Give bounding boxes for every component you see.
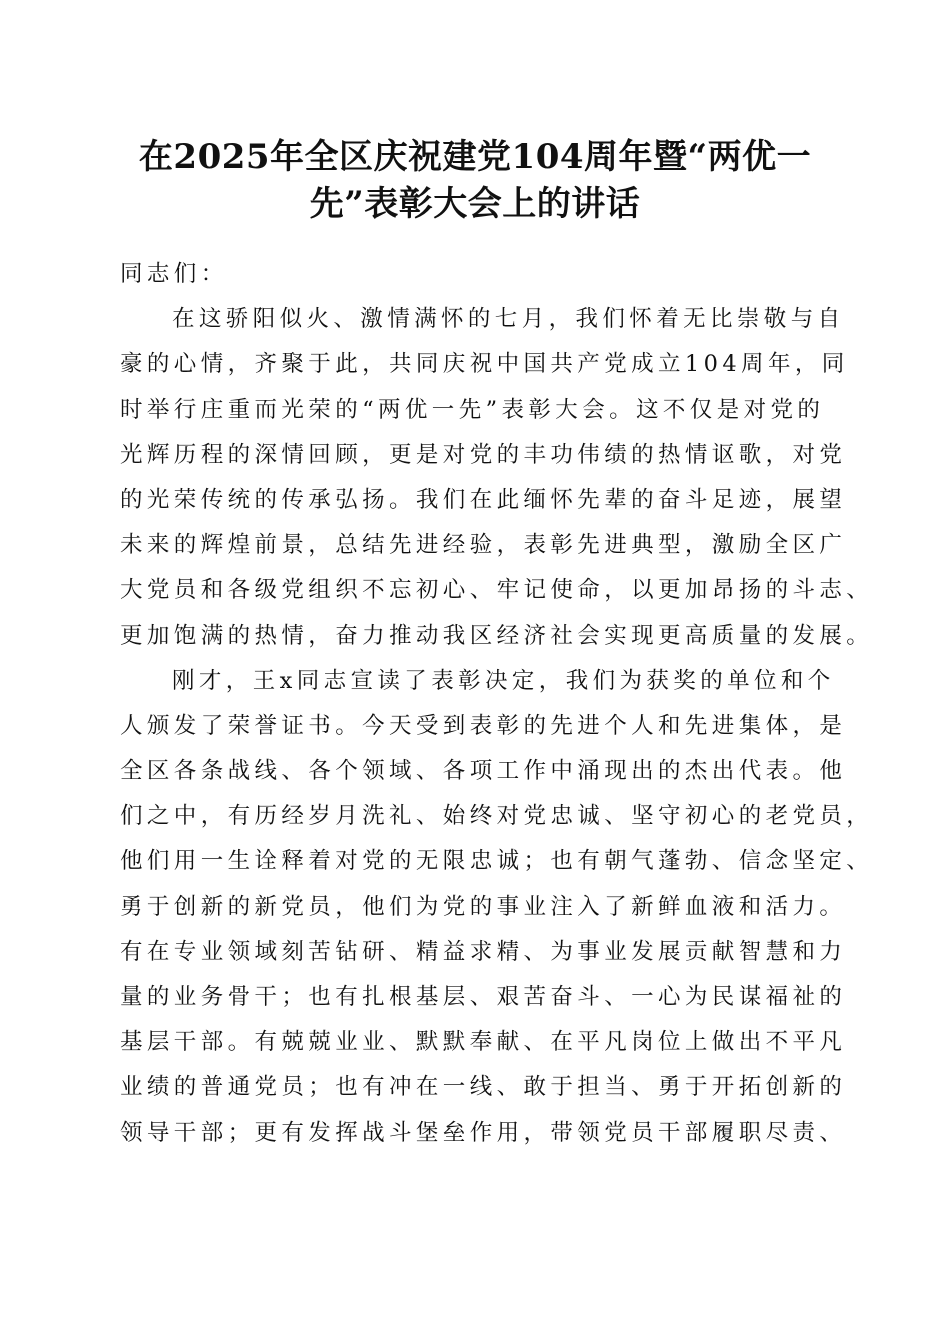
- paragraph-line: 勇于创新的新党员，他们为党的事业注入了新鲜血液和活力。: [120, 893, 847, 920]
- paragraph-line: 领导干部；更有发挥战斗堡垒作用，带领党员干部履职尽责、: [120, 1119, 847, 1146]
- paragraph-line: 量的业务骨干；也有扎根基层、艰苦奋斗、一心为民谋福祉的: [120, 984, 847, 1010]
- paragraph-line: 光辉历程的深情回顾，更是对党的丰功伟绩的热情讴歌，对党: [120, 441, 847, 468]
- paragraph-1: [120, 297, 874, 659]
- paragraph-line: 刚才，王x同志宣读了表彰决定，我们为获奖的单位和个: [172, 667, 835, 694]
- paragraph-line: 在这骄阳似火、激情满怀的七月，我们怀着无比崇敬与自: [172, 306, 845, 333]
- paragraph-line: 他们用一生诠释着对党的无限忠诚；也有朝气蓬勃、信念坚定、: [120, 848, 874, 875]
- paragraph-line: 业绩的普通党员；也有冲在一线、敢于担当、勇于开拓创新的: [120, 1074, 847, 1101]
- paragraph-line: 人颁发了荣誉证书。今天受到表彰的先进个人和先进集体，是: [120, 712, 847, 739]
- paragraph-line: 未来的辉煌前景，总结先进经验，表彰先进典型，激励全区广: [120, 532, 847, 559]
- paragraph-line: 时举行庄重而光荣的“两优一先”表彰大会。这不仅是对党的: [120, 396, 825, 423]
- paragraph-2: [120, 659, 874, 1156]
- salutation: 同志们：: [120, 261, 228, 287]
- paragraph-line: 有在专业领域刻苦钻研、精益求精、为事业发展贡献智慧和力: [120, 938, 847, 965]
- paragraph-line: 更加饱满的热情，奋力推动我区经济社会实现更高质量的发展。: [120, 622, 874, 649]
- document-body: [120, 252, 874, 1156]
- paragraph-line: 豪的心情，齐聚于此，共同庆祝中国共产党成立104周年，同: [120, 351, 849, 378]
- document-title: [110, 134, 840, 228]
- paragraph-line: 全区各条战线、各个领域、各项工作中涌现出的杰出代表。他: [120, 758, 847, 785]
- title-line-1: 在2025年全区庆祝建党104周年暨“两优一: [138, 137, 812, 177]
- paragraph-line: 的光荣传统的传承弘扬。我们在此缅怀先辈的奋斗足迹，展望: [120, 486, 847, 513]
- title-line-2: 先”表彰大会上的讲话: [309, 184, 641, 224]
- paragraph-line: 们之中，有历经岁月洗礼、始终对党忠诚、坚守初心的老党员，: [120, 803, 874, 830]
- paragraph-line: 基层干部。有兢兢业业、默默奉献、在平凡岗位上做出不平凡: [120, 1029, 847, 1056]
- paragraph-line: 大党员和各级党组织不忘初心、牢记使命，以更加昂扬的斗志、: [120, 577, 874, 604]
